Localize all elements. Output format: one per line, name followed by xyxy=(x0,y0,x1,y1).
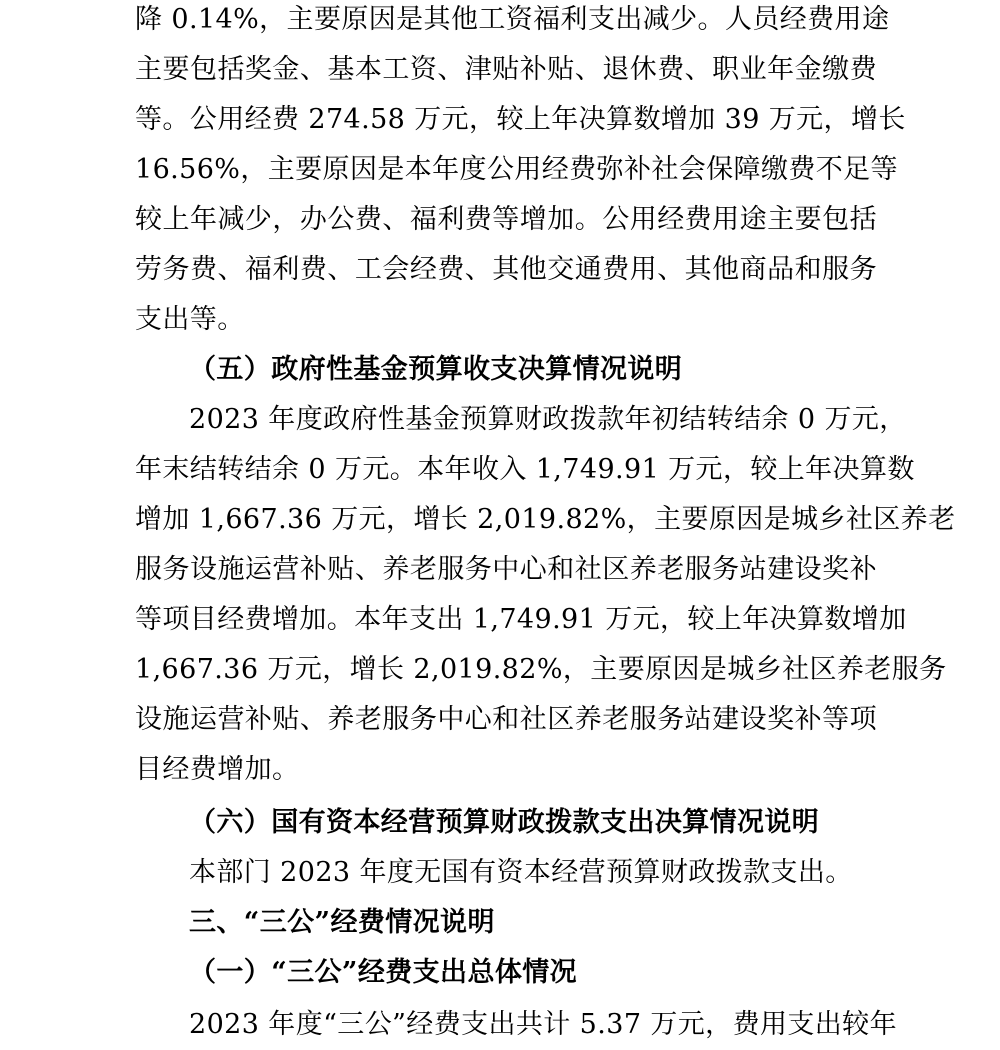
paragraph-line: 2023 年度“三公”经费支出共计 5.37 万元，费用支出较年 xyxy=(189,1009,897,1040)
paragraph-line: 支出等。 xyxy=(135,304,245,335)
paragraph-line: 主要包括奖金、基本工资、津贴补贴、退休费、职业年金缴费 xyxy=(135,54,877,85)
paragraph-line: 目经费增加。 xyxy=(135,754,300,785)
section-heading-five: （五）政府性基金预算收支决算情况说明 xyxy=(189,354,683,385)
paragraph-line: 增加 1,667.36 万元，增长 2,019.82%，主要原因是城乡社区养老 xyxy=(135,504,956,535)
paragraph-line: 较上年减少，办公费、福利费等增加。公用经费用途主要包括 xyxy=(135,204,877,235)
section-heading-six: （六）国有资本经营预算财政拨款支出决算情况说明 xyxy=(189,807,820,838)
paragraph-line: 16.56%，主要原因是本年度公用经费弥补社会保障缴费不足等 xyxy=(135,154,898,185)
subsection-heading-one: （一）“三公”经费支出总体情况 xyxy=(189,957,578,988)
paragraph-line: 1,667.36 万元，增长 2,019.82%，主要原因是城乡社区养老服务 xyxy=(135,654,947,685)
paragraph-line: 设施运营补贴、养老服务中心和社区养老服务站建设奖补等项 xyxy=(135,704,877,735)
paragraph-line: 等项目经费增加。本年支出 1,749.91 万元，较上年决算数增加 xyxy=(135,604,907,635)
section-heading-three: 三、“三公”经费情况说明 xyxy=(189,907,495,938)
paragraph-line: 等。公用经费 274.58 万元，较上年决算数增加 39 万元，增长 xyxy=(135,104,906,135)
paragraph-line: 本部门 2023 年度无国有资本经营预算财政拨款支出。 xyxy=(189,857,853,888)
paragraph-line: 2023 年度政府性基金预算财政拨款年初结转结余 0 万元， xyxy=(189,404,907,435)
paragraph-line: 年末结转结余 0 万元。本年收入 1,749.91 万元，较上年决算数 xyxy=(135,454,915,485)
paragraph-line: 劳务费、福利费、工会经费、其他交通费用、其他商品和服务 xyxy=(135,254,877,285)
paragraph-line: 服务设施运营补贴、养老服务中心和社区养老服务站建设奖补 xyxy=(135,554,877,585)
paragraph-line: 降 0.14%，主要原因是其他工资福利支出减少。人员经费用途 xyxy=(135,4,890,35)
